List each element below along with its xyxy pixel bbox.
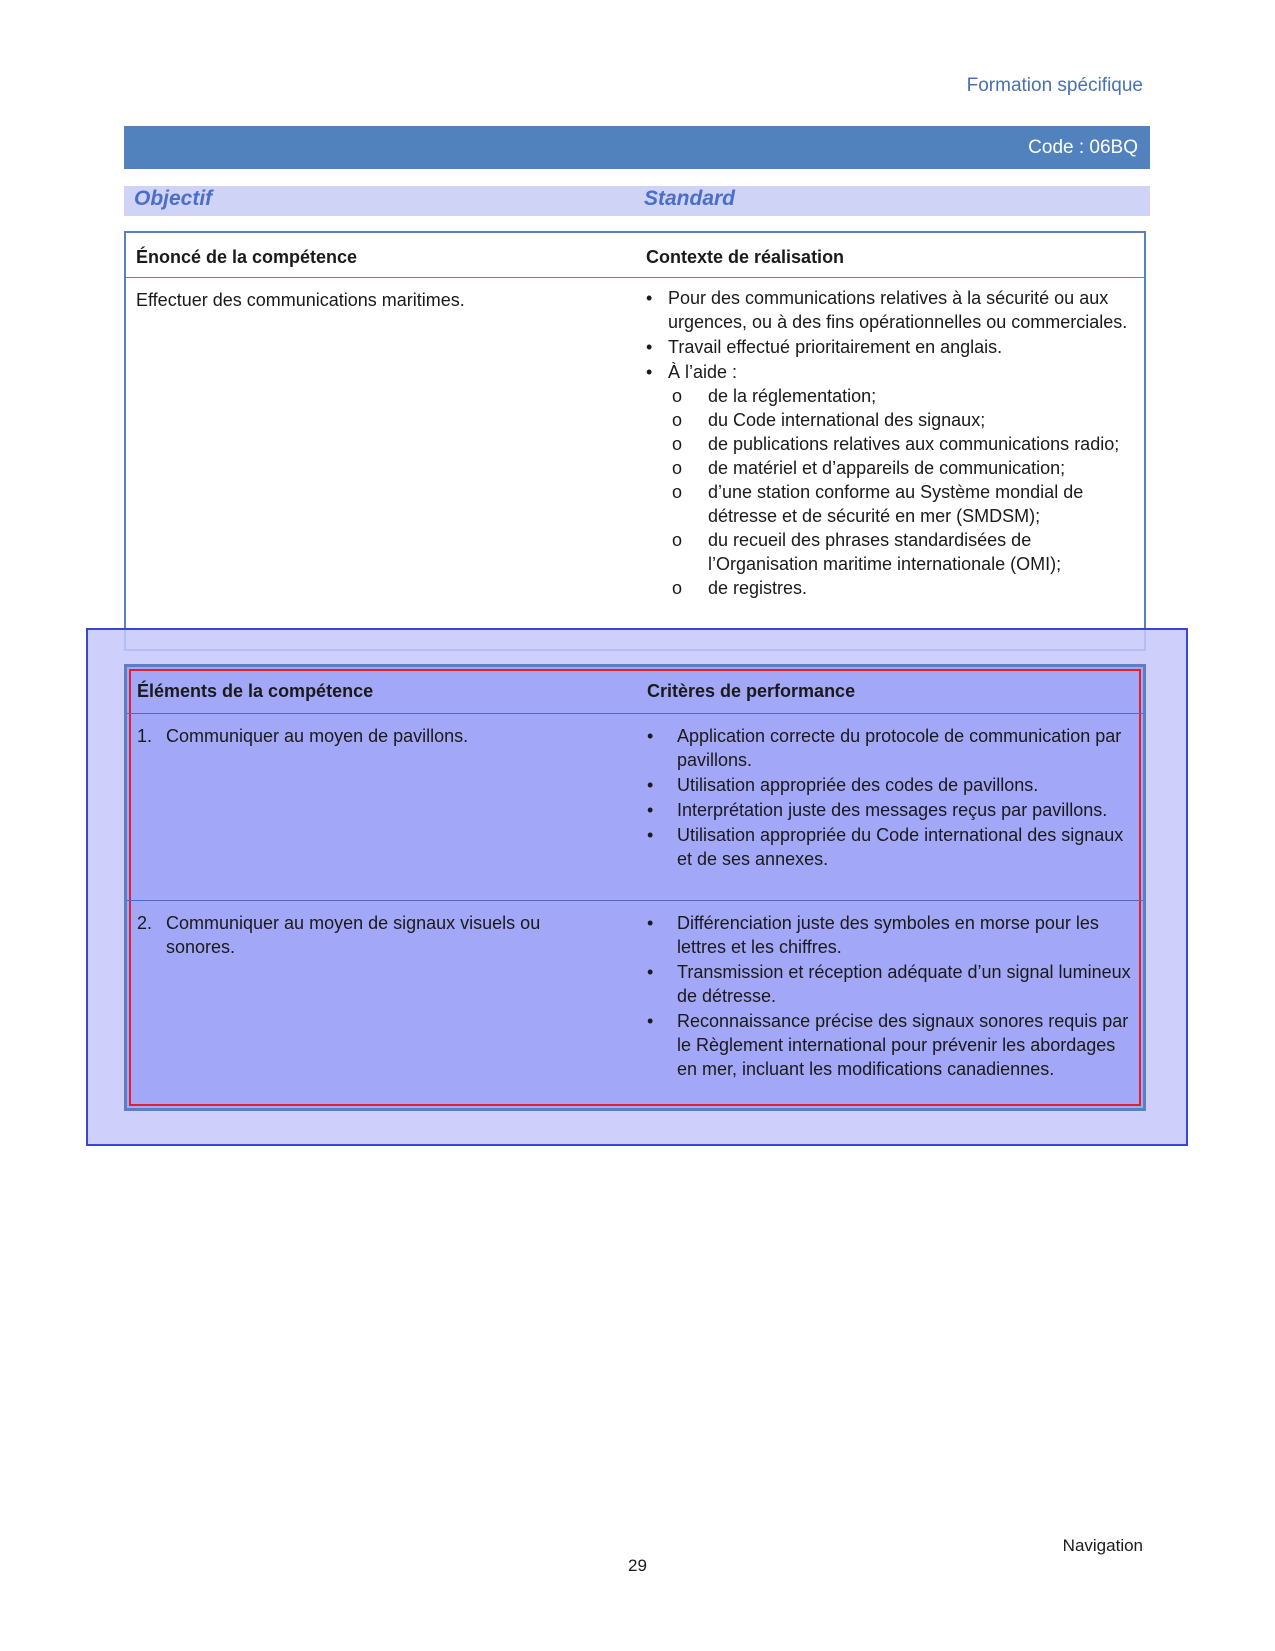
list-item: o de publications relatives aux communications radio; [668,432,1136,456]
elements-criteria-table [124,664,1146,1111]
list-item: • Différenciation juste des symboles en morse pour les lettres et les chiffres. [647,911,1137,959]
list-item: o de registres. [668,576,1136,600]
competency-context-table [124,231,1146,651]
column-header-statement: Énoncé de la compétence [136,247,358,267]
column-header-elements: Éléments de la compétence [137,681,374,701]
element-text: Communiquer au moyen de pavillons. [166,726,469,746]
element-text: Communiquer au moyen de signaux visuels ou sonores. [166,913,541,957]
table-row [127,901,1143,1101]
list-item: • Reconnaissance précise des signaux sonores requis par le Règlement international pour prévenir les abordages en mer, incluant les modifications canadiennes. [647,1009,1137,1081]
navigation-link[interactable]: Navigation [1062,1536,1143,1555]
list-item: o du Code international des signaux; [668,408,1136,432]
competency-statement [136,288,606,312]
objective-heading: Objectif [134,187,213,210]
list-item: • Utilisation appropriée des codes de pavillons. [647,773,1137,797]
element-cell [137,724,607,748]
list-item: o du recueil des phrases standardisées de l’Organisation maritime internationale (OMI); [668,528,1136,576]
list-item: o d’une station conforme au Système mondial de détresse et de sécurité en mer (SMDSM); [668,480,1136,528]
standard-heading: Standard [644,187,736,210]
code-bar [124,126,1150,169]
element-number: 2. [137,913,153,933]
page-number: 29 [628,1556,647,1575]
element-cell [137,911,607,959]
list-item: • Utilisation appropriée du Code international des signaux et de ses annexes. [647,823,1137,871]
aids-sublist [668,384,1136,600]
element-number: 1. [137,726,153,746]
table-header [126,233,1144,278]
criteria-list [647,724,1137,872]
list-item: • Pour des communications relatives à la sécurité ou aux urgences, ou à des fins opérationnelles ou commerciales. [646,286,1136,334]
list-item: • Travail effectué prioritairement en anglais. [646,335,1136,359]
table-row [127,714,1143,901]
objective-standard-row [124,186,1150,216]
list-item-text: À l’aide : [668,362,738,382]
section-title: Formation spécifique [966,75,1143,96]
code-label: Code : 06BQ [1028,137,1138,158]
column-header-context: Contexte de réalisation [646,247,845,267]
column-header-criteria: Critères de performance [647,681,856,701]
criteria-list [647,911,1137,1082]
list-item: • Application correcte du protocole de communication par pavillons. [647,724,1137,772]
list-item: • Transmission et réception adéquate d’un signal lumineux de détresse. [647,960,1137,1008]
list-item: o de matériel et d’appareils de communication; [668,456,1136,480]
list-item: o de la réglementation; [668,384,1136,408]
competency-statement-text: Effectuer des communications maritimes. [136,290,465,310]
context-list [646,286,1136,601]
list-item: • Interprétation juste des messages reçus par pavillons. [647,798,1137,822]
table-row [126,278,1144,648]
table-header [127,667,1143,714]
list-item [646,360,1136,600]
